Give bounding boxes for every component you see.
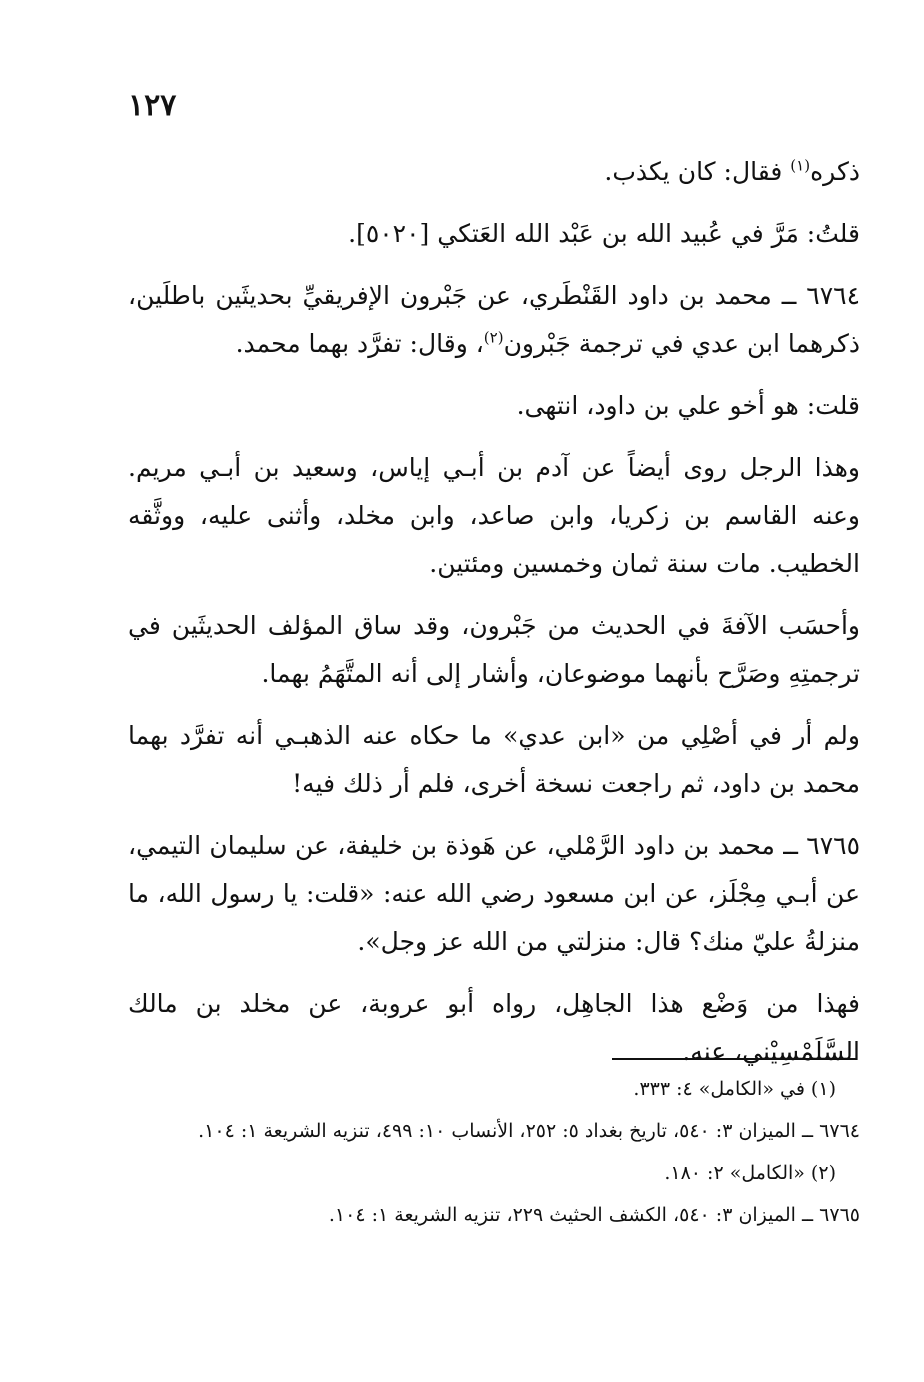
page-number: ١٢٧ [128, 88, 177, 123]
paragraph-4: قلت: هو أخو علي بن داود، انتهى. [516, 391, 860, 420]
footnote-divider [612, 1058, 856, 1060]
paragraph-1 [128, 148, 860, 196]
source-note-6764: ٦٧٦٤ ــ الميزان ٣: ٥٤٠، تاريخ بغداد ٥: ٢٥٢، الأنساب ١٠: ٤٩٩، تنزيه الشريعة ١: ١٠٤. [198, 1120, 860, 1142]
footnote-2: (٢) «الكامل» ٢: ١٨٠. [664, 1162, 836, 1184]
paragraph-7: ولم أر في أصْلِي من «ابن عدي» ما حكاه عنه الذهبـي أنه تفرَّد بهما محمد بن داود، ثم راجعت نسخة أخرى، فلم أر ذلك فيه! [128, 721, 860, 798]
entry-6764 [128, 272, 860, 368]
paragraph-text: ، وقال: تفرَّد بهما محمد. [235, 329, 484, 358]
paragraph-text: ذكره [810, 157, 860, 186]
footnote-ref-1[interactable]: (١) [790, 156, 811, 175]
footnote-ref-2[interactable]: (٢) [483, 328, 504, 347]
paragraph-9: فهذا من وَضْع هذا الجاهِل، رواه أبو عروبة، عن مخلد بن مالك السَّلَمْسِيْني، عنه. [128, 989, 860, 1066]
entry-6765: ٦٧٦٥ ــ محمد بن داود الرَّمْلي، عن هَوذة بن خليفة، عن سليمان التيمي، عن أبـي مِجْلَز، عن ابن مسعود رضي الله عنه: «قلت: يا رسول الله، ما منزلةُ عليّ منك؟ قال: منزلتي من الله عز وجل». [128, 831, 860, 956]
source-note-6765: ٦٧٦٥ ــ الميزان ٣: ٥٤٠، الكشف الحثيث ٢٢٩، تنزيه الشريعة ١: ١٠٤. [328, 1204, 860, 1226]
footnote-1: (١) في «الكامل» ٤: ٣٣٣. [633, 1078, 836, 1100]
paragraph-5: وهذا الرجل روى أيضاً عن آدم بن أبـي إياس، وسعيد بن أبـي مريم. وعنه القاسم بن زكريا، وابن صاعد، وابن مخلد، وأثنى عليه، ووثَّقه الخطيب. مات سنة ثمان وخمسين ومئتين. [128, 453, 860, 578]
paragraph-2: قلتُ: مَرَّ في عُبيد الله بن عَبْد الله العَتكي [٥٠٢٠]. [348, 219, 860, 248]
footnotes [128, 1070, 860, 1238]
paragraph-6: وأحسَب الآفةَ في الحديث من جَبْرون، وقد ساق المؤلف الحديثَين في ترجمتِهِ وصَرَّح بأنهما موضوعان، وأشار إلى أنه المتَّهَمُ بهما. [128, 611, 860, 688]
paragraph-text: فقال: كان يكذب. [604, 157, 791, 186]
main-text [128, 148, 860, 1076]
paragraph-text: ٦٧٦٤ ــ محمد بن داود القَنْطَري، عن جَبْرون الإفريقيِّ بحديثَين باطلَين، ذكرهما ابن عدي في ترجمة جَبْرون [128, 281, 860, 358]
